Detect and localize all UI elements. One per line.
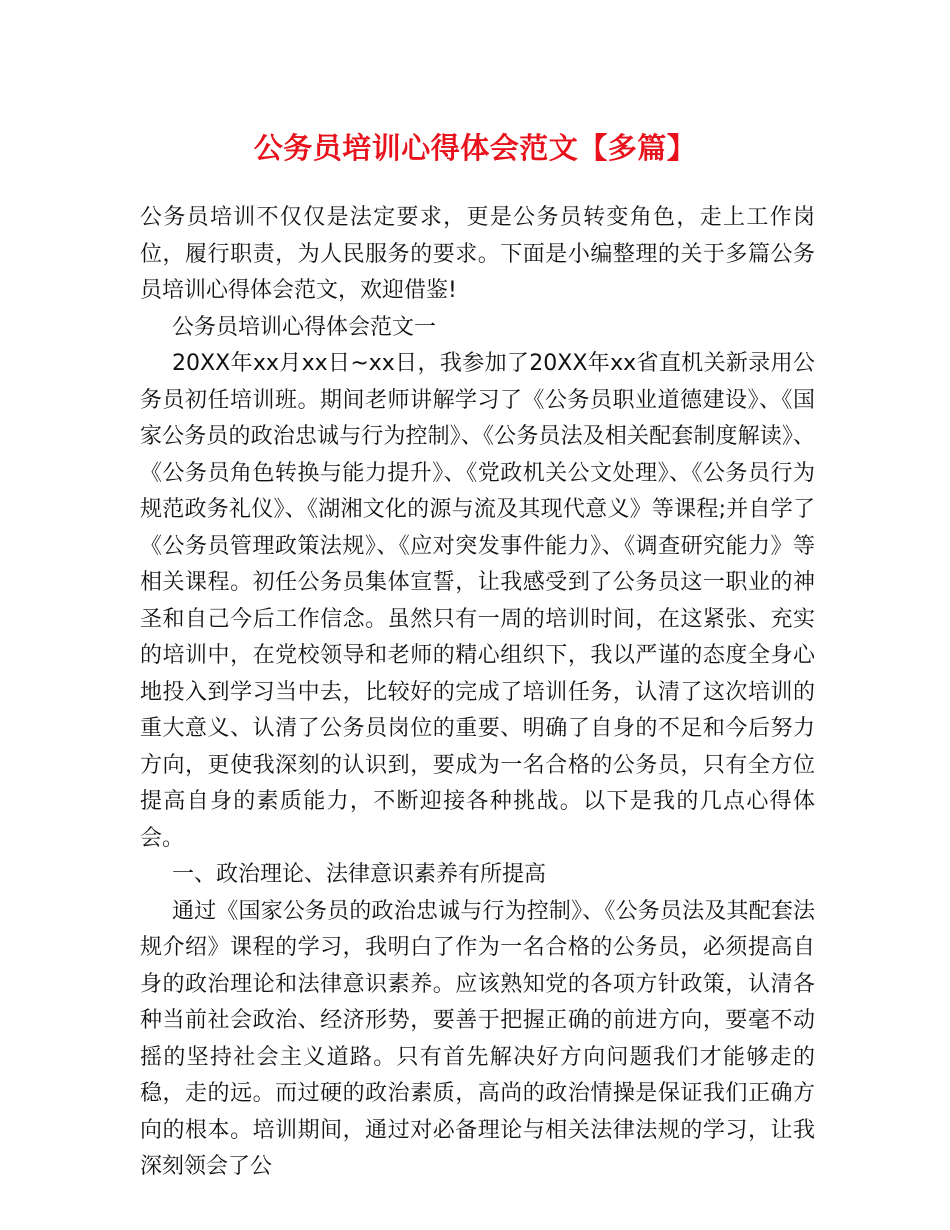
subsection-heading: 一、政治理论、法律意识素养有所提高 <box>172 862 547 887</box>
body-paragraph: 20XX年xx月xx日~xx日，我参加了20XX年xx省直机关新录用公务员初任培训班。期间老师讲解学习了《公务员职业道德建设》、《国家公务员的政治忠诚与行为控制》、《公务员法及相关配套制度解读》、《公务员角色转换与能力提升》、《党政机关公文处理》、《公务员行为规范政务礼仪》、《湖湘文化的源与流及其现代意义》等课程;并自学了《公务员管理政策法规》、《应对突发事件能力》、《调查研究能力》等相关课程。初任公务员集体宣誓，让我感受到了公务员这一职业的神圣和自己今后工作信念。虽然只有一周的培训时间，在这紧张、充实的培训中，在党校领导和老师的精心组织下，我以严谨的态度全身心地投入到学习当中去，比较好的完成了培训任务，认清了这次培训的重大意义、认清了公务员岗位的重要、明确了自身的不足和今后努力方向，更使我深刻的认识到，要成为一名合格的公务员，只有全方位提高自身的素质能力，不断迎接各种挑战。以下是我的几点心得体会。 <box>140 351 815 851</box>
section-heading: 公务员培训心得体会范文一 <box>172 314 437 340</box>
body-paragraph: 通过《国家公务员的政治忠诚与行为控制》、《公务员法及其配套法规介绍》课程的学习，我明白了作为一名合格的公务员，必须提高自身的政治理论和法律意识素养。应该熟知党的各项方针政策，认清各种当前社会政治、经济形势，要善于把握正确的前进方向，要毫不动摇的坚持社会主义道路。只有首先解决好方向问题我们才能够走的稳，走的远。而过硬的政治素质，高尚的政治情操是保证我们正确方向的根本。培训期间，通过对必备理论与相关法律法规的学习，让我深刻领会了公 <box>140 898 815 1179</box>
document-title: 公务员培训心得体会范文【多篇】 <box>253 131 697 165</box>
document-body <box>140 200 815 1186</box>
intro-paragraph: 公务员培训不仅仅是法定要求，更是公务员转变角色，走上工作岗位，履行职责，为人民服务的要求。下面是小编整理的关于多篇公务员培训心得体会范文，欢迎借鉴! <box>140 205 815 303</box>
